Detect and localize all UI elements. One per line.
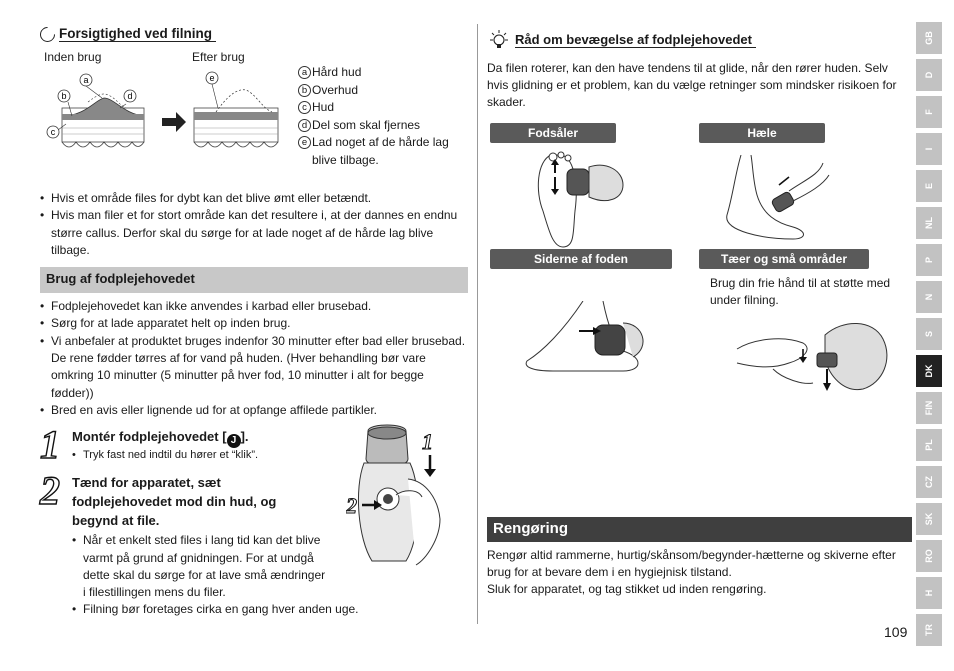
tips-title: Råd om bevægelse af fodplejehovedet (515, 32, 756, 48)
skin-diagram (40, 68, 290, 180)
after-label: Efter brug (192, 50, 245, 64)
tips-figures (487, 123, 912, 439)
tab-e[interactable]: E (916, 170, 942, 202)
list-item: • Hvis et område files for dybt kan det blive ømt eller betændt. (40, 190, 468, 207)
tab-f[interactable]: F (916, 96, 942, 128)
cleaning-heading: Rengøring (487, 517, 912, 542)
tab-p[interactable]: P (916, 244, 942, 276)
left-column (40, 26, 468, 619)
caution-title: Forsigtighed ved filning (59, 26, 216, 42)
caution-icon (37, 23, 58, 44)
list-item: • Bred en avis eller lignende ud for at opfange affilede partikler. (40, 402, 468, 419)
head-j-icon: J (227, 434, 241, 448)
list-item: • Filning bør foretages cirka en gang hver anden uge. (72, 601, 432, 618)
cleaning-text-2: Sluk for apparatet, og tag stikket ud inden rengøring. (487, 582, 767, 596)
tab-ro[interactable]: RO (916, 540, 942, 572)
page-number: 109 (884, 624, 908, 640)
fig-letter-c: c (50, 127, 56, 137)
fig-letter-b: b (61, 91, 67, 101)
chip-siderne: Siderne af foden (490, 249, 672, 269)
side-foot-illustration (523, 301, 653, 381)
tab-d[interactable]: D (916, 59, 942, 91)
column-divider (477, 24, 478, 624)
caution-bullets (40, 190, 468, 259)
fig-letter-d: d (127, 91, 133, 101)
list-item: • Fodplejehovedet kan ikke anvendes i karbad eller brusebad. (40, 298, 468, 315)
language-tabs (916, 22, 942, 651)
step-2-bullets (72, 532, 359, 618)
chip-fodsaler: Fodsåler (490, 123, 616, 143)
list-item: • Hvis man filer et for stort område kan det resultere i, at der dannes en endnu større callus. Derfor skal du sørge for at lade noget af de hårde lag blive tilbage. (40, 207, 468, 259)
tab-dk[interactable]: DK (916, 355, 942, 387)
tab-gb[interactable]: GB (916, 22, 942, 54)
tab-sk[interactable]: SK (916, 503, 942, 535)
step-2 (40, 468, 359, 618)
legend-item: b Overhud (298, 82, 474, 100)
legend-item: e Lad noget af de hårde lag blive tilbage. (298, 134, 474, 169)
step-title: Tænd for apparatet, sæt fodplejehovedet mod din hud, og begynd at file. (72, 475, 277, 529)
tab-nl[interactable]: NL (916, 207, 942, 239)
list-item: • Når et enkelt sted files i lang tid kan det blive varmt på grund af gnidningen. For at undgå dette skal du sørge for at lave små ændringer i filestillingen mens du filer. (72, 532, 330, 601)
toes-note: Brug din frie hånd til at støtte med under filning. (710, 276, 891, 307)
before-label: Inden brug (44, 50, 102, 64)
sole-illustration (527, 151, 637, 251)
tips-text: Da filen roterer, kan den have tendens til at glide, når den rører huden. Selv hvis glidning er et problem, kan du vælge retninger som mindsker risikoen for skader. (487, 61, 897, 109)
caution-heading (40, 26, 468, 42)
tab-h[interactable]: H (916, 577, 942, 609)
tab-pl[interactable]: PL (916, 429, 942, 461)
toes-illustration (733, 319, 893, 409)
steps-area (40, 422, 468, 618)
lightbulb-icon (487, 30, 511, 50)
fig-letter-a: a (83, 75, 89, 85)
legend-item: a Hård hud (298, 64, 474, 82)
legend-item: c Hud (298, 99, 474, 117)
fig-letter-e: e (209, 73, 215, 83)
legend-item: d Del som skal fjernes (298, 117, 474, 135)
list-item: • Sørg for at lade apparatet helt op inden brug. (40, 315, 468, 332)
tab-n[interactable]: N (916, 281, 942, 313)
tips-heading (487, 30, 912, 50)
usage-bullets (40, 298, 468, 419)
skin-figure (40, 65, 468, 180)
tab-i[interactable]: I (916, 133, 942, 165)
heel-illustration (723, 155, 833, 245)
step-number: 2 (40, 468, 60, 514)
tab-tr[interactable]: TR (916, 614, 942, 646)
tab-s[interactable]: S (916, 318, 942, 350)
chip-taeer: Tæer og små områder (699, 249, 869, 269)
fig-step-1: 1 (422, 429, 433, 455)
tab-cz[interactable]: CZ (916, 466, 942, 498)
list-item: • Tryk fast ned indtil du hører et “klik”. (72, 448, 468, 463)
device-illustration (346, 419, 452, 569)
cleaning-text-1: Rengør altid rammerne, hurtig/skånsom/begynder-hætterne og skiverne efter brug for at bevare dem i en hygiejnisk tilstand. (487, 548, 896, 579)
figure-legend (298, 64, 474, 169)
chip-haele: Hæle (699, 123, 825, 143)
step-title: Montér fodplejehovedet [ J ]. (72, 429, 249, 447)
fig-step-2: 2 (346, 493, 357, 519)
tab-fin[interactable]: FIN (916, 392, 942, 424)
list-item: • Vi anbefaler at produktet bruges indenfor 30 minutter efter bad eller brusebad. De rene fødder tørres af for vand på huden. (Hver behandling bør vare omkring 10 minutter (5 minutter på hver fod, 10 minutter i alt for begge fødder)) (40, 333, 468, 402)
right-column (487, 30, 912, 598)
step-number: 1 (40, 422, 60, 468)
usage-heading: Brug af fodplejehovedet (40, 267, 468, 293)
